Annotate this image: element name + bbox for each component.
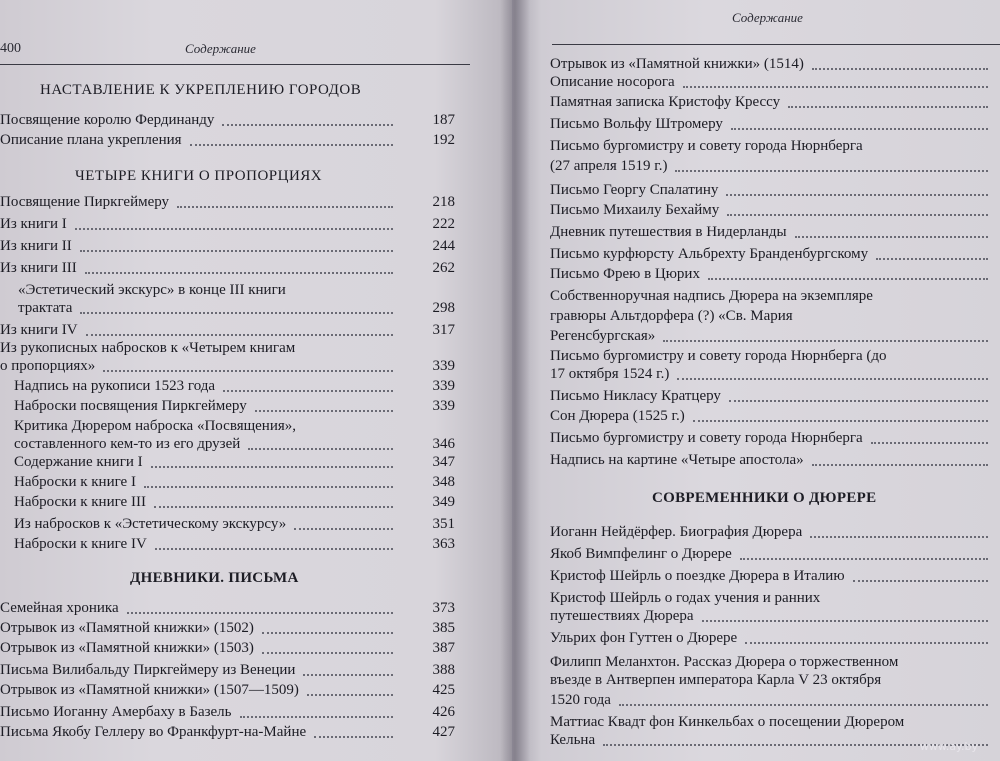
page-ref: 349 — [432, 494, 455, 510]
toc-entry — [550, 156, 667, 177]
toc-entry-title: Наброски к книге III — [14, 494, 146, 510]
page-ref: 317 — [432, 322, 455, 338]
leader-dots — [190, 130, 393, 146]
leader-dots — [810, 522, 988, 538]
page-ref: 244 — [432, 238, 455, 254]
page-ref: 262 — [432, 260, 455, 276]
toc-entry — [550, 180, 718, 201]
toc-entry-title: Филипп Меланхтон. Рассказ Дюрера о торжественном — [550, 654, 899, 670]
section-heading: СОВРЕМЕННИКИ О ДЮРЕРЕ — [652, 490, 877, 506]
page-ref: 348 — [432, 474, 455, 490]
toc-entry — [550, 286, 873, 307]
toc-entry — [0, 258, 455, 279]
page-ref: 346 — [432, 436, 455, 452]
page-ref: 218 — [432, 194, 455, 210]
toc-entry-title: 1520 года — [550, 692, 611, 708]
toc-entry — [18, 298, 455, 319]
leader-dots — [248, 434, 393, 450]
toc-entry — [550, 690, 611, 711]
leader-dots — [677, 364, 988, 380]
page-ref: 426 — [432, 704, 455, 720]
toc-entry-title: путешествиях Дюрера — [550, 608, 694, 624]
toc-entry-title: Наброски к книге I — [14, 474, 136, 490]
toc-entry — [14, 514, 455, 535]
toc-entry-title: Регенсбургская» — [550, 328, 656, 344]
toc-entry-title: Надпись на картине «Четыре апостола» — [550, 452, 804, 468]
toc-entry-title: Письмо бургомистру и совету города Нюрнберга (до — [550, 348, 887, 364]
toc-entry — [550, 222, 787, 243]
toc-entry-title: Письмо Никласу Кратцеру — [550, 388, 721, 404]
leader-dots — [788, 92, 988, 108]
leader-dots — [177, 192, 393, 208]
toc-entry — [550, 566, 845, 587]
toc-entry-title: Отрывок из «Памятной книжки» (1502) — [0, 620, 254, 636]
page-ref: 425 — [432, 682, 455, 698]
toc-entry — [0, 598, 455, 619]
toc-entry-title: Письма Якобу Геллеру во Франкфурт-на-Майне — [0, 724, 307, 740]
leader-dots — [726, 180, 988, 196]
toc-entry — [550, 264, 700, 285]
leader-dots — [262, 638, 393, 654]
leader-dots — [127, 598, 393, 614]
toc-entry — [0, 722, 455, 743]
leader-dots — [683, 72, 988, 88]
leader-dots — [702, 606, 988, 622]
toc-entry-title: въезде в Антверпен императора Карла V 23 октября — [550, 672, 882, 688]
leader-dots — [307, 680, 393, 696]
toc-entry-title: Дневник путешествия в Нидерланды — [550, 224, 787, 240]
toc-entry — [550, 136, 863, 157]
toc-entry — [550, 306, 793, 327]
leader-dots — [75, 214, 393, 230]
toc-entry — [0, 130, 455, 151]
toc-entry — [550, 670, 881, 691]
page-ref: 427 — [432, 724, 455, 740]
toc-entry — [550, 606, 694, 627]
leader-dots — [871, 428, 988, 444]
toc-entry-title: Письмо бургомистру и совету города Нюрнберга — [550, 430, 863, 446]
toc-entry-title: трактата — [18, 300, 73, 316]
toc-entry-title: Письмо курфюрсту Альбрехту Бранденбургскому — [550, 246, 869, 262]
toc-entry — [0, 214, 455, 235]
toc-entry-title: о пропорциях» — [0, 358, 96, 374]
toc-entry — [0, 192, 455, 213]
toc-entry-title: Письмо Фрею в Цюрих — [550, 266, 700, 282]
toc-entry — [550, 628, 737, 649]
toc-entry-title: Письмо Вольфу Штромеру — [550, 116, 723, 132]
toc-entry — [550, 364, 669, 385]
leader-dots — [619, 690, 988, 706]
toc-entry — [550, 326, 655, 347]
toc-entry-title: Описание носорога — [550, 74, 675, 90]
toc-entry — [0, 638, 455, 659]
leader-dots — [223, 376, 393, 392]
toc-entry — [550, 386, 721, 407]
page-ref: 385 — [432, 620, 455, 636]
page-ref: 339 — [432, 378, 455, 394]
toc-entry-title: Из книги III — [0, 260, 77, 276]
page-ref: 373 — [432, 600, 455, 616]
toc-entry — [550, 244, 868, 265]
leader-dots — [80, 298, 393, 314]
leader-dots — [740, 544, 988, 560]
toc-entry — [0, 236, 455, 257]
page-number: 400 — [0, 41, 21, 56]
toc-entry — [550, 406, 685, 427]
toc-entry — [550, 114, 723, 135]
header-rule — [0, 64, 470, 65]
toc-entry — [0, 702, 455, 723]
header-rule — [552, 44, 1000, 45]
section-heading: НАСТАВЛЕНИЕ К УКРЕПЛЕНИЮ ГОРОДОВ — [40, 82, 362, 98]
toc-entry-title: Кельна — [550, 732, 596, 748]
toc-entry-title: Памятная записка Кристофу Крессу — [550, 94, 781, 110]
toc-entry — [550, 92, 780, 113]
section-heading: ДНЕВНИКИ. ПИСЬМА — [130, 570, 299, 586]
toc-entry-title: Посвящение королю Фердинанду — [0, 112, 215, 128]
toc-entry-title: Из книги IV — [0, 322, 78, 338]
page-ref: 298 — [432, 300, 455, 316]
leader-dots — [155, 534, 393, 550]
leader-dots — [876, 244, 988, 260]
toc-entry-title: Семейная хроника — [0, 600, 119, 616]
leader-dots — [154, 492, 393, 508]
toc-entry-title: Описание плана укрепления — [0, 132, 182, 148]
toc-entry — [0, 680, 455, 701]
leader-dots — [303, 660, 393, 676]
watermark: www.ay.by — [919, 740, 978, 753]
toc-entry-title: Письма Вилибальду Пиркгеймеру из Венеции — [0, 662, 296, 678]
leader-dots — [675, 156, 988, 172]
page-ref: 347 — [432, 454, 455, 470]
page-ref: 187 — [432, 112, 455, 128]
leader-dots — [727, 200, 988, 216]
toc-entry-title: Критика Дюрером наброска «Посвящения», — [14, 418, 297, 434]
leader-dots — [222, 110, 393, 126]
toc-entry-title: Из рукописных набросков к «Четырем книгам — [0, 340, 296, 356]
leader-dots — [103, 356, 393, 372]
page-ref: 363 — [432, 536, 455, 552]
toc-entry-title: Отрывок из «Памятной книжки» (1514) — [550, 56, 804, 72]
page-ref: 387 — [432, 640, 455, 656]
toc-entry — [0, 660, 455, 681]
toc-entry-title: Кристоф Шейрль о годах учения и ранних — [550, 590, 821, 606]
toc-entry-title: Письмо Георгу Спалатину — [550, 182, 719, 198]
leader-dots — [151, 452, 393, 468]
leader-dots — [255, 396, 393, 412]
leader-dots — [795, 222, 988, 238]
page-ref: 351 — [432, 516, 455, 532]
page-ref: 222 — [432, 216, 455, 232]
toc-entry-title: Наброски посвящения Пиркгеймеру — [14, 398, 247, 414]
leader-dots — [812, 54, 988, 70]
leader-dots — [663, 326, 988, 342]
section-heading: ЧЕТЫРЕ КНИГИ О ПРОПОРЦИЯХ — [75, 168, 323, 184]
page-ref: 339 — [432, 358, 455, 374]
toc-entry — [550, 730, 595, 751]
toc-entry-title: Маттиас Квадт фон Кинкельбах о посещении Дюрером — [550, 714, 905, 730]
toc-entry-title: Из книги II — [0, 238, 72, 254]
toc-entry-title: «Эстетический экскурс» в конце III книги — [18, 282, 286, 298]
toc-entry-title: 17 октября 1524 г.) — [550, 366, 670, 382]
page-ref: 388 — [432, 662, 455, 678]
leader-dots — [708, 264, 988, 280]
leader-dots — [80, 236, 393, 252]
page-ref: 192 — [432, 132, 455, 148]
toc-entry — [0, 110, 455, 131]
toc-entry — [550, 450, 804, 471]
toc-entry-title: Кристоф Шейрль о поездке Дюрера в Италию — [550, 568, 845, 584]
toc-entry-title: Отрывок из «Памятной книжки» (1503) — [0, 640, 254, 656]
running-head: Содержание — [732, 10, 803, 25]
leader-dots — [85, 258, 393, 274]
leader-dots — [729, 386, 988, 402]
toc-entry-title: Из набросков к «Эстетическому экскурсу» — [14, 516, 287, 532]
running-head: Содержание — [185, 41, 256, 56]
toc-entry — [14, 452, 455, 473]
toc-entry-title: Письмо Иоганну Амербаху в Базель — [0, 704, 232, 720]
toc-entry-title: Наброски к книге IV — [14, 536, 147, 552]
leader-dots — [144, 472, 393, 488]
toc-entry-title: Письмо бургомистру и совету города Нюрнберга — [550, 138, 863, 154]
toc-entry-title: Собственноручная надпись Дюрера на экземпляре — [550, 288, 873, 304]
toc-entry-title: Письмо Михаилу Бехайму — [550, 202, 720, 218]
toc-entry — [14, 472, 455, 493]
toc-entry — [550, 428, 863, 449]
leader-dots — [853, 566, 988, 582]
leader-dots — [314, 722, 393, 738]
right-page — [512, 0, 1000, 761]
toc-entry-title: Надпись на рукописи 1523 года — [14, 378, 216, 394]
toc-entry — [0, 356, 455, 377]
toc-entry-title: Из книги I — [0, 216, 67, 232]
leader-dots — [731, 114, 988, 130]
toc-entry — [0, 618, 455, 639]
toc-entry-title: Содержание книги I — [14, 454, 143, 470]
toc-entry-title: Ульрих фон Гуттен о Дюрере — [550, 630, 738, 646]
toc-entry-title: Отрывок из «Памятной книжки» (1507—1509) — [0, 682, 299, 698]
toc-entry — [14, 534, 455, 555]
toc-entry — [550, 544, 732, 565]
toc-entry — [550, 200, 719, 221]
toc-entry-title: составленного кем-то из его друзей — [14, 436, 241, 452]
leader-dots — [745, 628, 988, 644]
leader-dots — [240, 702, 393, 718]
toc-entry — [14, 396, 455, 417]
leader-dots — [294, 514, 393, 530]
toc-entry — [550, 72, 675, 93]
toc-entry — [550, 522, 802, 543]
leader-dots — [86, 320, 393, 336]
leader-dots — [262, 618, 393, 634]
toc-entry-title: Посвящение Пиркгеймеру — [0, 194, 170, 210]
toc-entry-title: (27 апреля 1519 г.) — [550, 158, 668, 174]
toc-entry-title: гравюры Альтдорфера (?) «Св. Мария — [550, 308, 793, 324]
toc-entry — [14, 492, 455, 513]
toc-entry-title: Якоб Вимпфелинг о Дюрере — [550, 546, 732, 562]
leader-dots — [693, 406, 988, 422]
page-ref: 339 — [432, 398, 455, 414]
toc-entry-title: Иоганн Нейдёрфер. Биография Дюрера — [550, 524, 803, 540]
leader-dots — [812, 450, 988, 466]
toc-entry-title: Сон Дюрера (1525 г.) — [550, 408, 685, 424]
toc-entry — [14, 376, 455, 397]
